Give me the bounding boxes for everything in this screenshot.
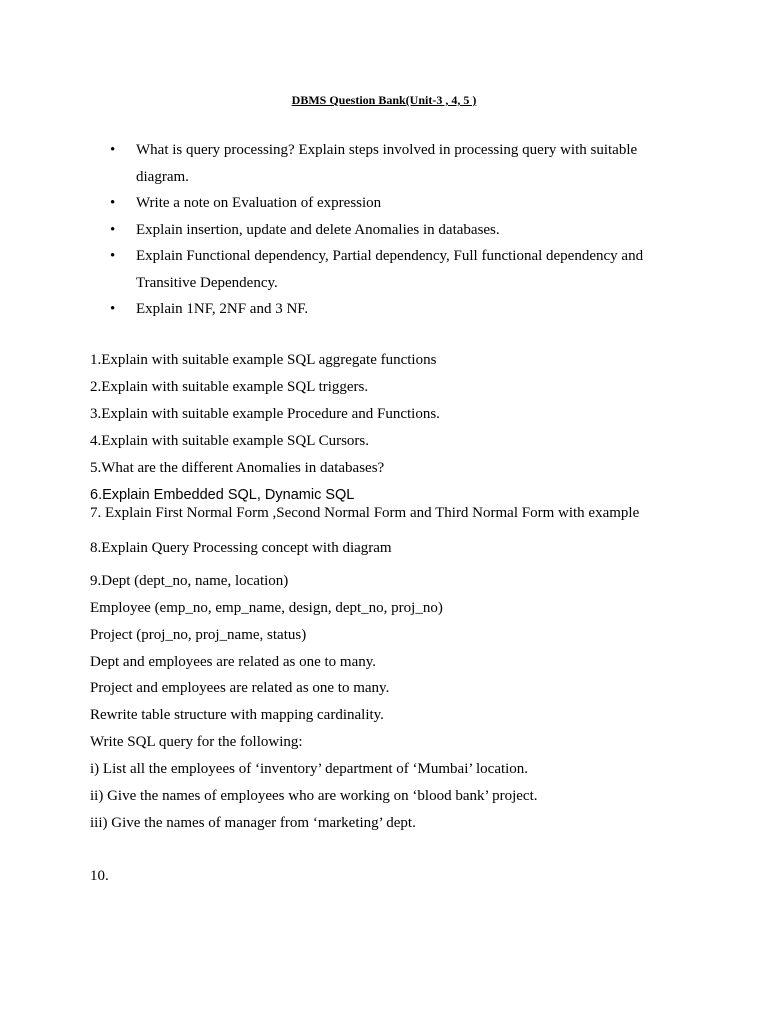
question-1: 1.Explain with suitable example SQL aggregate functions [90, 352, 437, 368]
bullet-icon: • [110, 221, 116, 238]
bullet-list [110, 137, 670, 323]
question-9-employee: Employee (emp_no, emp_name, design, dept_no, proj_no) [90, 600, 443, 616]
question-9-dept: 9.Dept (dept_no, name, location) [90, 573, 289, 589]
bullet-text: What is query processing? Explain steps involved in processing query with suitable diagram. [136, 142, 638, 185]
question-9-write-sql: Write SQL query for the following: [90, 734, 303, 750]
list-item [110, 217, 670, 244]
question-5: 5.What are the different Anomalies in databases? [90, 460, 385, 476]
bullet-text: Explain insertion, update and delete Anomalies in databases. [136, 221, 500, 238]
list-item [110, 190, 670, 217]
bullet-text: Write a note on Evaluation of expression [136, 195, 382, 211]
question-9-project: Project (proj_no, proj_name, status) [90, 627, 307, 643]
question-8: 8.Explain Query Processing concept with diagram [90, 540, 392, 556]
list-item [110, 296, 670, 323]
bullet-text: Explain 1NF, 2NF and 3 NF. [136, 301, 309, 317]
question-9-relation-2: Project and employees are related as one to many. [90, 680, 390, 696]
question-9-sub-ii: ii) Give the names of employees who are working on ‘blood bank’ project. [90, 788, 538, 804]
question-10: 10. [90, 868, 109, 884]
bullet-icon: • [110, 301, 116, 317]
question-9-sub-iii: iii) Give the names of manager from ‘marketing’ dept. [90, 815, 416, 831]
question-9-sub-i: i) List all the employees of ‘inventory’ department of ‘Mumbai’ location. [90, 761, 529, 777]
bullet-icon: • [110, 142, 116, 158]
question-3: 3.Explain with suitable example Procedure and Functions. [90, 406, 440, 422]
question-2: 2.Explain with suitable example SQL triggers. [90, 379, 369, 395]
page-title: DBMS Question Bank(Unit-3 , 4, 5 ) [291, 93, 477, 107]
bullet-icon: • [110, 195, 116, 211]
bullet-text: Explain Functional dependency, Partial dependency, Full functional dependency and Transitive Dependency. [136, 248, 644, 291]
bullet-icon: • [110, 248, 116, 264]
question-9-relation-1: Dept and employees are related as one to many. [90, 654, 376, 670]
question-6: 6.Explain Embedded SQL, Dynamic SQL [90, 487, 355, 503]
list-item [110, 243, 670, 296]
question-9-rewrite: Rewrite table structure with mapping cardinality. [90, 707, 384, 723]
list-item [110, 137, 670, 190]
question-4: 4.Explain with suitable example SQL Cursors. [90, 433, 369, 449]
question-7: 7. Explain First Normal Form ,Second Normal Form and Third Normal Form with example [90, 505, 640, 521]
